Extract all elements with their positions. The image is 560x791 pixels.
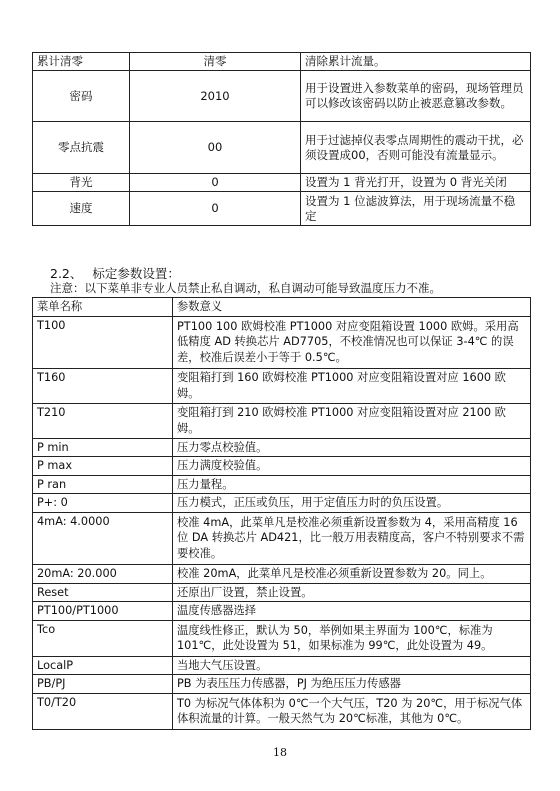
menu-description: 压力模式，正压或负压，用于定值压力时的负压设置。 [173,494,531,513]
menu-name: Tco [33,620,173,656]
menu-name: P min [33,438,173,457]
menu-name: Reset [33,583,173,602]
column-header-meaning: 参数意义 [173,298,531,317]
param-value: 清零 [130,53,301,71]
table-row [33,53,531,71]
menu-name: PT100/PT1000 [33,602,173,621]
menu-name: P max [33,457,173,476]
section-title: 标定参数设置： [92,266,180,281]
table-row [33,494,531,513]
menu-description: T0 为标况气体体积为 0℃一个大气压，T20 为 20℃，用于标况气体体积流量的计算。一般天然气为 20℃标准，其他为 0℃。 [173,693,531,729]
table-row [33,316,531,368]
param-value: 2010 [130,71,301,122]
param-value: 0 [130,192,301,226]
param-name: 背光 [33,174,130,192]
param-name: 密码 [33,71,130,122]
menu-name: P+: 0 [33,494,173,513]
table-row [33,564,531,583]
menu-name: T160 [33,368,173,403]
menu-description: 变阻箱打到 160 欧姆校准 PT1000 对应变阻箱设置对应 1600 欧姆。 [173,368,531,403]
table-row [33,403,531,438]
table-row [33,512,531,564]
param-description: 用于过滤掉仪表零点周期性的震动干扰，必须设置成00，否则可能没有流量显示。 [301,122,531,174]
table-row [33,192,531,226]
table-row [33,583,531,602]
menu-name: T0/T20 [33,693,173,729]
parameter-table-top [32,52,531,226]
menu-description: 压力量程。 [173,475,531,494]
menu-description: PB 为表压压力传感器，PJ 为绝压压力传感器 [173,675,531,694]
table-row [33,475,531,494]
param-name: 累计清零 [33,53,130,71]
menu-description: 校准 4mA，此菜单凡是校准必须重新设置参数为 4，采用高精度 16 位 DA 转换芯片 AD421，比一般万用表精度高，客户不特别要求不需要校准。 [173,512,531,564]
menu-name: PB/PJ [33,675,173,694]
menu-name: 4mA: 4.0000 [33,512,173,564]
menu-description: 压力零点校验值。 [173,438,531,457]
menu-name: P ran [33,475,173,494]
table-row [33,602,531,621]
table-row [33,71,531,122]
param-description: 设置为 1 背光打开，设置为 0 背光关闭 [301,174,531,192]
table-header-row [33,298,531,317]
table-row [33,438,531,457]
param-description: 设置为 1 位滤波算法，用于现场流量不稳定 [301,192,531,226]
menu-description: 变阻箱打到 210 欧姆校准 PT1000 对应变阻箱设置对应 2100 欧姆。 [173,403,531,438]
warning-note: 注意：以下菜单非专业人员禁止私自调动，私自调动可能导致温度压力不准。 [50,281,441,295]
table-row [33,457,531,476]
param-value: 0 [130,174,301,192]
table-row [33,693,531,729]
page-number: 18 [273,746,287,759]
menu-name: 20mA: 20.000 [33,564,173,583]
menu-description: 温度传感器选择 [173,602,531,621]
menu-description: 还原出厂设置，禁止设置。 [173,583,531,602]
menu-name: T210 [33,403,173,438]
menu-description: 压力满度校验值。 [173,457,531,476]
column-header-menu-name: 菜单名称 [33,298,173,317]
table-row [33,620,531,656]
menu-description: 校准 20mA，此菜单凡是校准必须重新设置参数为 20。同上。 [173,564,531,583]
section-number: 2.2、 [50,266,83,281]
table-row [33,368,531,403]
calibration-parameter-table [32,297,531,730]
menu-name: T100 [33,316,173,368]
param-description: 清除累计流量。 [301,53,531,71]
menu-description: 当地大气压设置。 [173,656,531,675]
param-description: 用于设置进入参数菜单的密码，现场管理员可以修改该密码以防止被恶意篡改参数。 [301,71,531,122]
param-name: 速度 [33,192,130,226]
table-row [33,656,531,675]
param-value: 00 [130,122,301,174]
table-row [33,675,531,694]
menu-description: 温度线性修正，默认为 50，举例如果主界面为 100℃，标准为 101℃，此处设置为 51，如果标准为 99℃，此处设置为 49。 [173,620,531,656]
param-name: 零点抗震 [33,122,130,174]
menu-description: PT100 100 欧姆校准 PT1000 对应变阻箱设置 1000 欧姆。采用高低精度 AD 转换芯片 AD7705，不校准情况也可以保证 3-4℃ 的误差，校准后误差小于等于 0.5℃。 [173,316,531,368]
menu-name: LocalP [33,656,173,675]
table-row [33,174,531,192]
table-row [33,122,531,174]
